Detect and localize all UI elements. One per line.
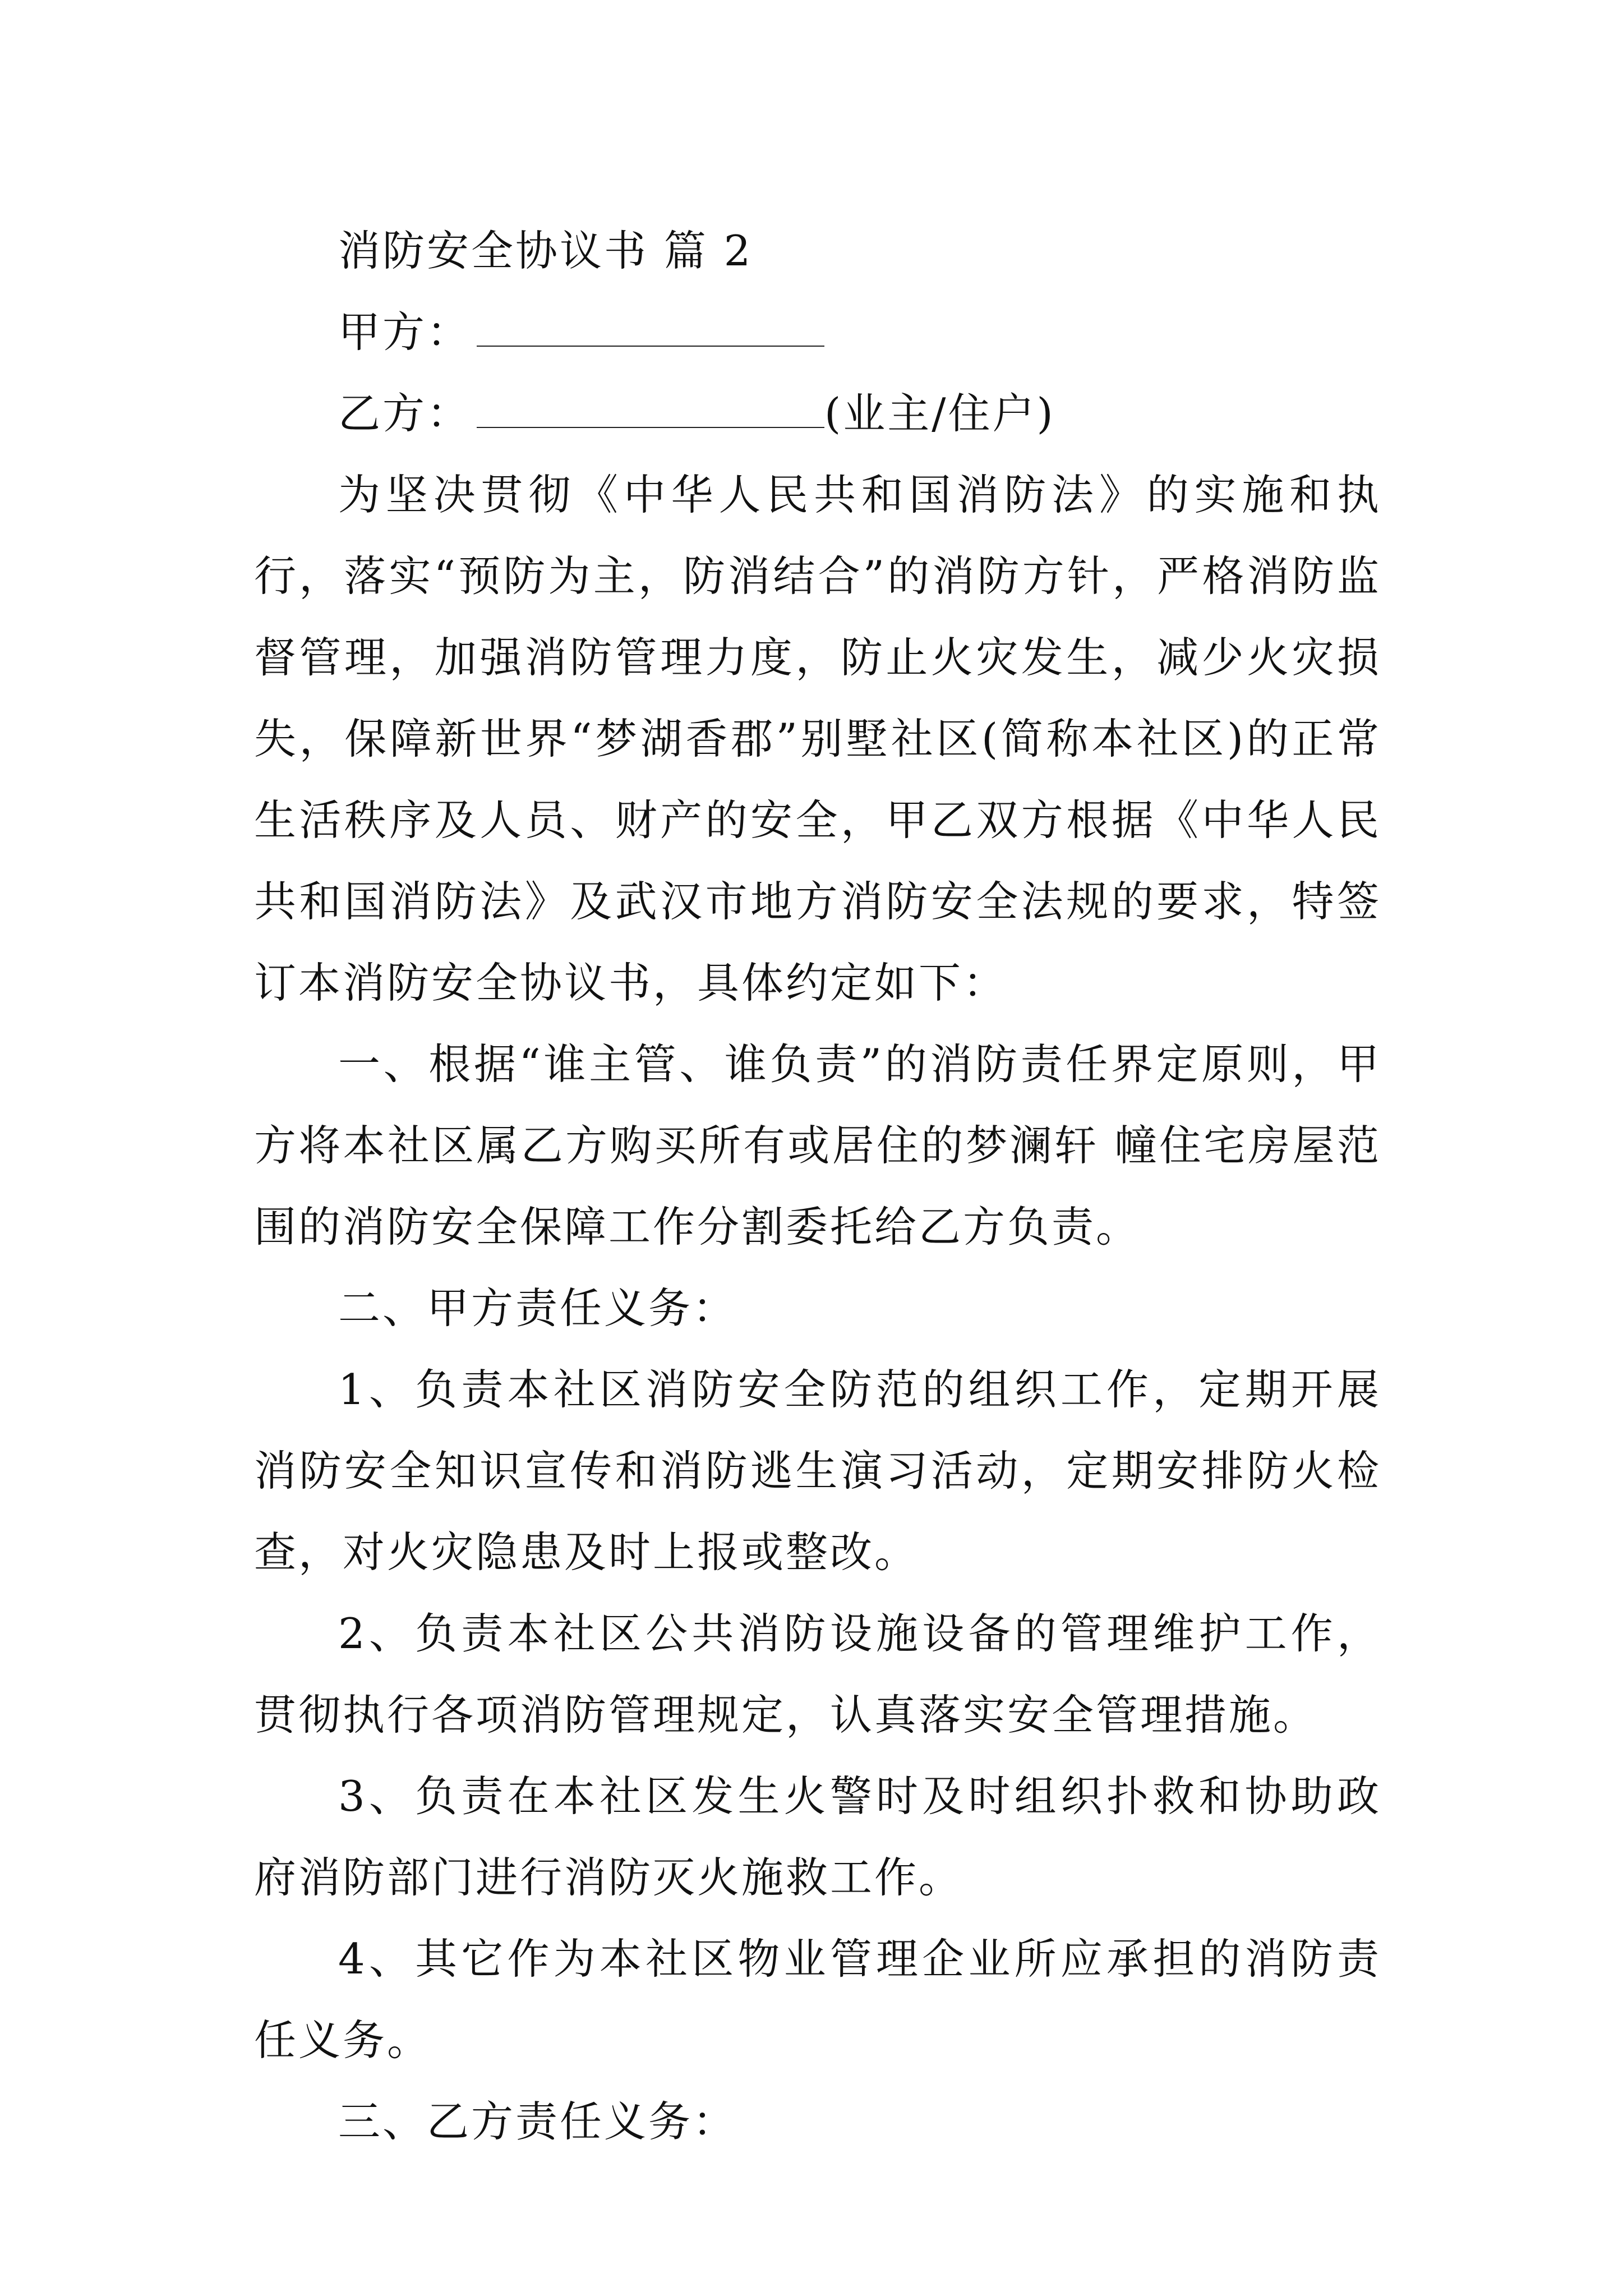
- paragraph-clause-3-heading: 三、乙方责任义务：: [338, 2097, 737, 2146]
- party-a-label: 甲方：: [338, 307, 472, 357]
- party-b-line: [254, 373, 1381, 454]
- paragraph-item-4: 4、其它作为本社区物业管理企业所应承担的消防责任义务。: [254, 1934, 1381, 2065]
- party-b-suffix: (业主/住户): [824, 389, 1055, 438]
- document-title: 消防安全协议书 篇 2: [338, 226, 753, 275]
- paragraph-intro: 为坚决贯彻《中华人民共和国消防法》的实施和执行，落实“预防为主，防消结合”的消防方针，严格消防监督管理，加强消防管理力度，防止火灾发生，减少火灾损失，保障新世界“梦湖香郡”别墅社区(简称本社区)的正常生活秩序及人员、财产的安全，甲乙双方根据《中华人民共和国消防法》及武汉市地方消防安全法规的要求，特签订本消防安全协议书，具体约定如下：: [254, 470, 1381, 1007]
- paragraph-item-3: 3、负责在本社区发生火警时及时组织扑救和协助政府消防部门进行消防灭火施救工作。: [254, 1772, 1381, 1902]
- party-b-blank: [477, 393, 824, 428]
- party-a-blank: [477, 312, 824, 347]
- paragraph-item-1: 1、负责本社区消防安全防范的组织工作，定期开展消防安全知识宣传和消防逃生演习活动，定期安排防火检查，对火灾隐患及时上报或整改。: [254, 1365, 1381, 1577]
- paragraph-clause-2-heading: 二、甲方责任义务：: [338, 1283, 737, 1333]
- document-body: [254, 210, 1381, 2162]
- party-a-line: [254, 292, 1381, 373]
- party-b-label: 乙方：: [338, 389, 472, 438]
- paragraph-item-2: 2、负责本社区公共消防设施设备的管理维护工作，贯彻执行各项消防管理规定，认真落实安全管理措施。: [254, 1609, 1381, 1740]
- paragraph-clause-1: 一、根据“谁主管、谁负责”的消防责任界定原则，甲方将本社区属乙方购买所有或居住的梦澜轩 幢住宅房屋范围的消防安全保障工作分割委托给乙方负责。: [254, 1039, 1381, 1251]
